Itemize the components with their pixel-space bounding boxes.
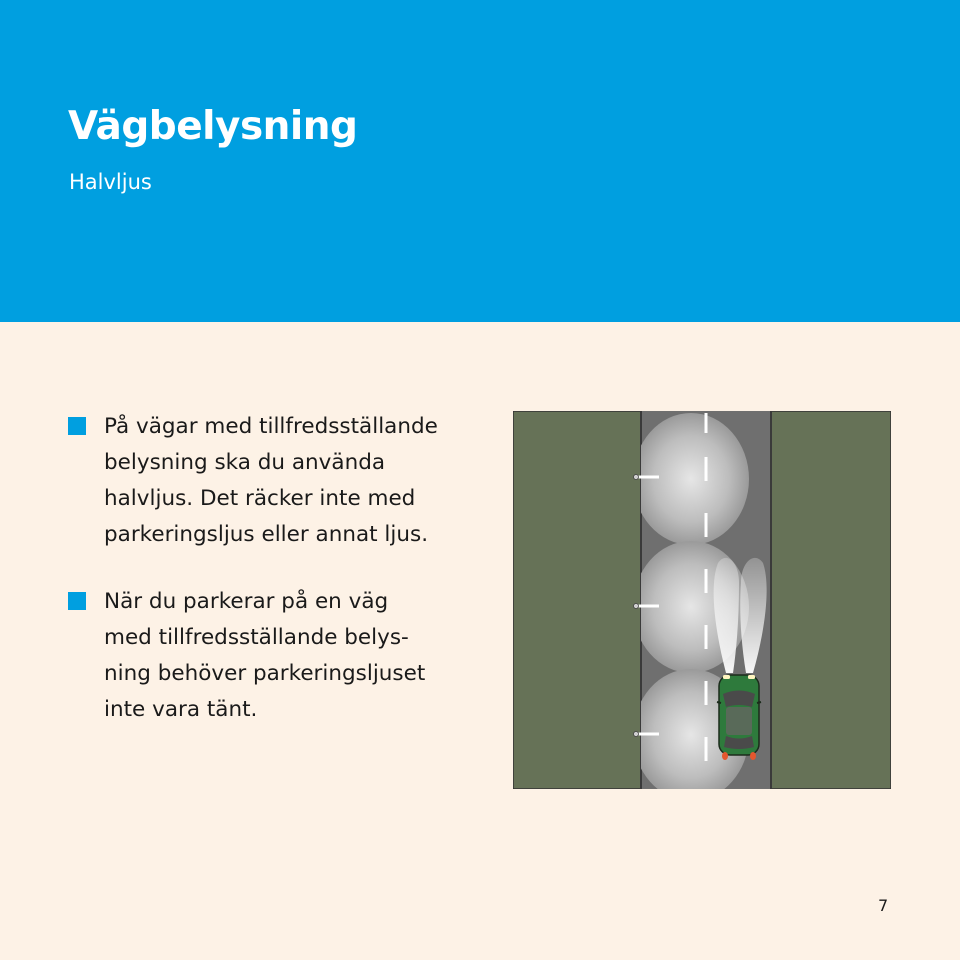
bullet-text	[104, 409, 484, 553]
text-line: ning behöver parkeringsljuset	[104, 661, 426, 686]
bullet-square-icon	[68, 592, 86, 610]
page-title: Vägbelysning	[68, 104, 358, 149]
text-line: parkeringsljus eller annat ljus.	[104, 522, 429, 547]
page-subtitle: Halvljus	[69, 170, 152, 194]
text-line: halvljus. Det räcker inte med	[104, 486, 416, 511]
text-line: belysning ska du använda	[104, 450, 386, 475]
text-line: inte vara tänt.	[104, 697, 258, 722]
road-lighting-illustration	[513, 411, 891, 789]
car-icon	[717, 675, 761, 755]
page-number: 7	[878, 896, 889, 915]
text-line: med tillfredsställande belys-	[104, 625, 409, 650]
text-line: På vägar med tillfredsställande	[104, 414, 438, 439]
header-banner	[0, 0, 960, 322]
bullet-text	[104, 584, 484, 728]
light-pool	[633, 413, 749, 545]
bullet-square-icon	[68, 417, 86, 435]
text-line: När du parkerar på en väg	[104, 589, 389, 614]
